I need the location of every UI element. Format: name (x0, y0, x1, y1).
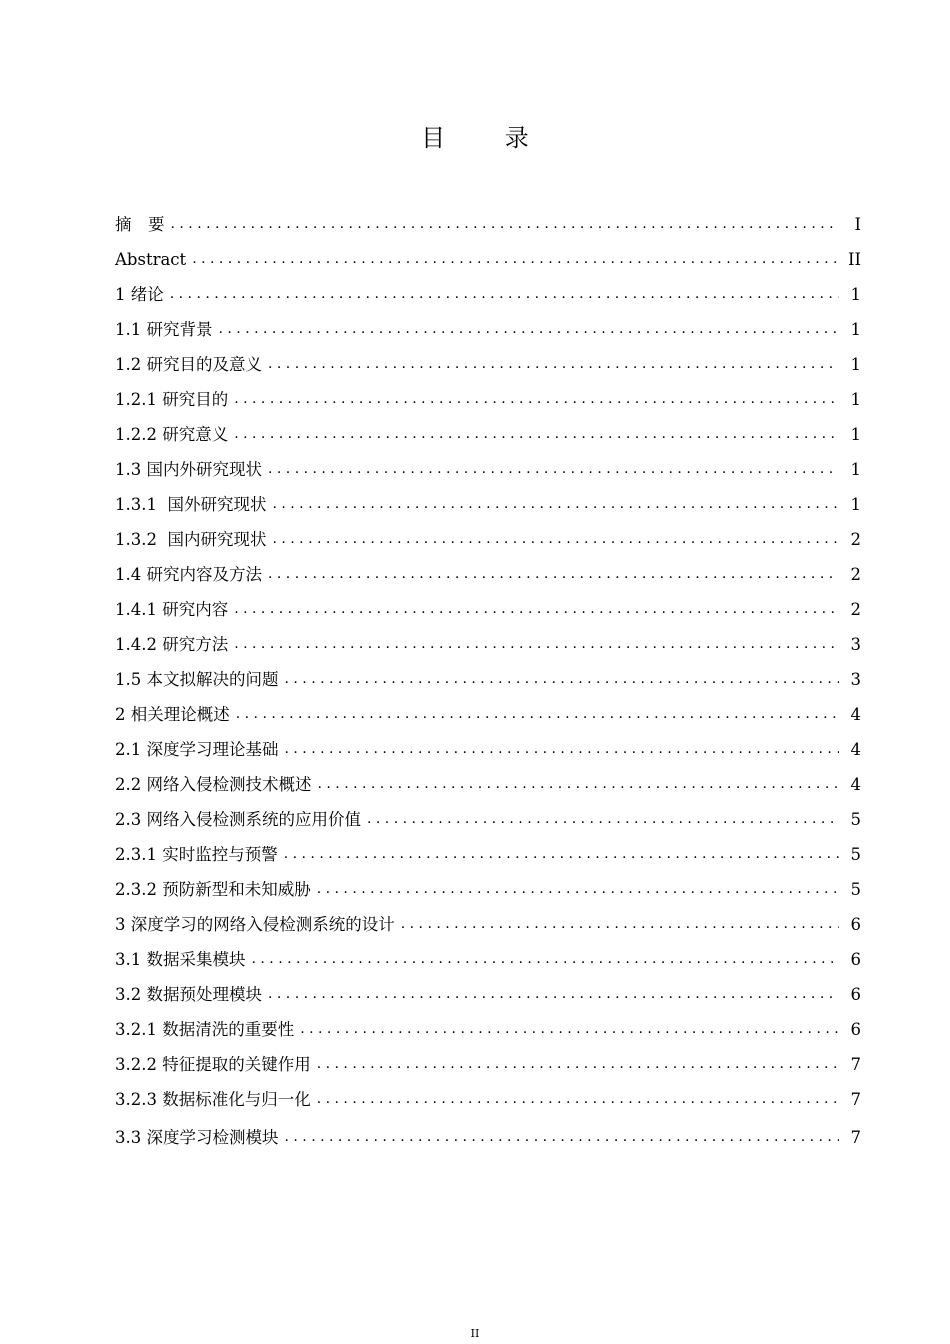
dot-leader (268, 557, 839, 592)
toc-entry-label: 3.2.3 数据标准化与归一化 (115, 1090, 311, 1109)
dot-leader (285, 732, 840, 767)
toc-entry-label: 1.1 研究背景 (115, 320, 213, 339)
toc-entry-page: 2 (850, 565, 861, 584)
toc-entry-label: 1.2.2 研究意义 (115, 425, 229, 444)
toc-entry-label: 1.4.1 研究内容 (115, 600, 229, 619)
toc-entry-label: 1.3.2 国内研究现状 (115, 530, 267, 549)
toc-entry-page: 3 (850, 670, 861, 689)
dot-leader (317, 872, 839, 907)
toc-entry[interactable] (115, 347, 861, 382)
toc-entry[interactable] (115, 592, 861, 627)
toc-entry[interactable] (115, 662, 861, 697)
dot-leader (272, 522, 839, 557)
toc-entry-label: 3 深度学习的网络入侵检测系统的设计 (115, 915, 395, 934)
dot-leader (318, 767, 840, 802)
toc-entry[interactable] (115, 487, 861, 522)
toc-entry-page: 5 (850, 810, 861, 829)
toc-entry[interactable] (115, 627, 861, 662)
toc-entry-page: 3 (850, 635, 861, 654)
dot-leader (284, 837, 839, 872)
toc-entry-page: 1 (850, 320, 861, 339)
dot-leader (285, 662, 840, 697)
toc-entry-page: 1 (850, 495, 861, 514)
toc-entry-label: 1.3 国内外研究现状 (115, 460, 262, 479)
toc-entry-page: 4 (850, 775, 861, 794)
dot-leader (234, 417, 839, 452)
toc-entry[interactable] (115, 522, 861, 557)
toc-entry[interactable] (115, 242, 861, 277)
dot-leader (192, 242, 838, 277)
toc-entry[interactable] (115, 207, 861, 242)
toc-entry-label: Abstract (115, 250, 187, 269)
toc-entry-label: 3.2 数据预处理模块 (115, 985, 262, 1004)
toc-entry-page: 2 (850, 600, 861, 619)
toc-title: 目 录 (421, 124, 555, 152)
toc-entry-page: 7 (850, 1055, 861, 1074)
toc-entry[interactable] (115, 802, 861, 837)
toc-entry-page: 4 (850, 705, 861, 724)
toc-entry-page: 7 (850, 1128, 861, 1147)
toc-entry[interactable] (115, 312, 861, 347)
dot-leader (285, 1120, 840, 1155)
toc-entry[interactable] (115, 382, 861, 417)
toc-entry[interactable] (115, 1047, 861, 1082)
toc-entry[interactable] (115, 557, 861, 592)
toc-entry-page: II (847, 250, 861, 269)
toc-entry-page: 6 (850, 950, 861, 969)
dot-leader (268, 452, 839, 487)
toc-entry-page: 5 (850, 845, 861, 864)
toc-entry-label: 3.1 数据采集模块 (115, 950, 246, 969)
toc-entry-label: 1.3.1 国外研究现状 (115, 495, 267, 514)
toc-entry[interactable] (115, 942, 861, 977)
dot-leader (234, 382, 839, 417)
toc-entry-page: 5 (850, 880, 861, 899)
toc-entry-label: 3.2.2 特征提取的关键作用 (115, 1055, 311, 1074)
toc-entry[interactable] (115, 1012, 861, 1047)
toc-entry[interactable] (115, 452, 861, 487)
toc-entry[interactable] (115, 697, 861, 732)
dot-leader (300, 1012, 839, 1047)
toc-entry-label: 2.3.2 预防新型和未知威胁 (115, 880, 311, 899)
toc-entry[interactable] (115, 837, 861, 872)
toc-entry-page: 4 (850, 740, 861, 759)
dot-leader (170, 277, 839, 312)
toc-entry[interactable] (115, 732, 861, 767)
toc-entry[interactable] (115, 767, 861, 802)
dot-leader (171, 207, 840, 242)
toc-entry-page: 1 (850, 425, 861, 444)
dot-leader (401, 907, 839, 942)
toc-entry-label: 1.4.2 研究方法 (115, 635, 229, 654)
toc-entry-page: 6 (850, 985, 861, 1004)
toc-entry-page: 6 (850, 915, 861, 934)
toc-entry-label: 3.2.1 数据清洗的重要性 (115, 1020, 295, 1039)
toc-entry[interactable] (115, 907, 861, 942)
dot-leader (268, 977, 839, 1012)
dot-leader (236, 697, 839, 732)
toc-entry-label: 1.4 研究内容及方法 (115, 565, 262, 584)
toc-entry-label: 2.3 网络入侵检测系统的应用价值 (115, 810, 361, 829)
toc-entry[interactable] (115, 872, 861, 907)
dot-leader (317, 1082, 839, 1117)
toc-entry-label: 1.2.1 研究目的 (115, 390, 229, 409)
toc-entry-label: 2.3.1 实时监控与预警 (115, 845, 278, 864)
toc-entry-label: 2.1 深度学习理论基础 (115, 740, 279, 759)
toc-entry-label: 摘 要 (115, 215, 165, 234)
page-number: II (470, 1327, 480, 1340)
dot-leader (219, 312, 840, 347)
toc-entry-label: 1.2 研究目的及意义 (115, 355, 262, 374)
dot-leader (317, 1047, 839, 1082)
dot-leader (272, 487, 839, 522)
toc-entry-page: 1 (850, 390, 861, 409)
toc-entry[interactable] (115, 1120, 861, 1155)
toc-entry-label: 3.3 深度学习检测模块 (115, 1128, 279, 1147)
dot-leader (234, 627, 839, 662)
toc-entry[interactable] (115, 977, 861, 1012)
dot-leader (252, 942, 840, 977)
toc-entry-label: 1.5 本文拟解决的问题 (115, 670, 279, 689)
toc-entry-page: 1 (850, 460, 861, 479)
toc-entry[interactable] (115, 1082, 861, 1117)
toc-entry-page: 1 (850, 355, 861, 374)
toc-entry[interactable] (115, 417, 861, 452)
toc-entry-page: I (854, 215, 861, 234)
toc-entry-page: 6 (850, 1020, 861, 1039)
dot-leader (367, 802, 839, 837)
table-of-contents (115, 207, 861, 1155)
toc-entry[interactable] (115, 277, 861, 312)
dot-leader (234, 592, 839, 627)
toc-entry-label: 2.2 网络入侵检测技术概述 (115, 775, 312, 794)
dot-leader (268, 347, 839, 382)
toc-entry-label: 2 相关理论概述 (115, 705, 230, 724)
toc-entry-page: 7 (850, 1090, 861, 1109)
toc-entry-page: 1 (850, 285, 861, 304)
toc-entry-page: 2 (850, 530, 861, 549)
toc-entry-label: 1 绪论 (115, 285, 164, 304)
